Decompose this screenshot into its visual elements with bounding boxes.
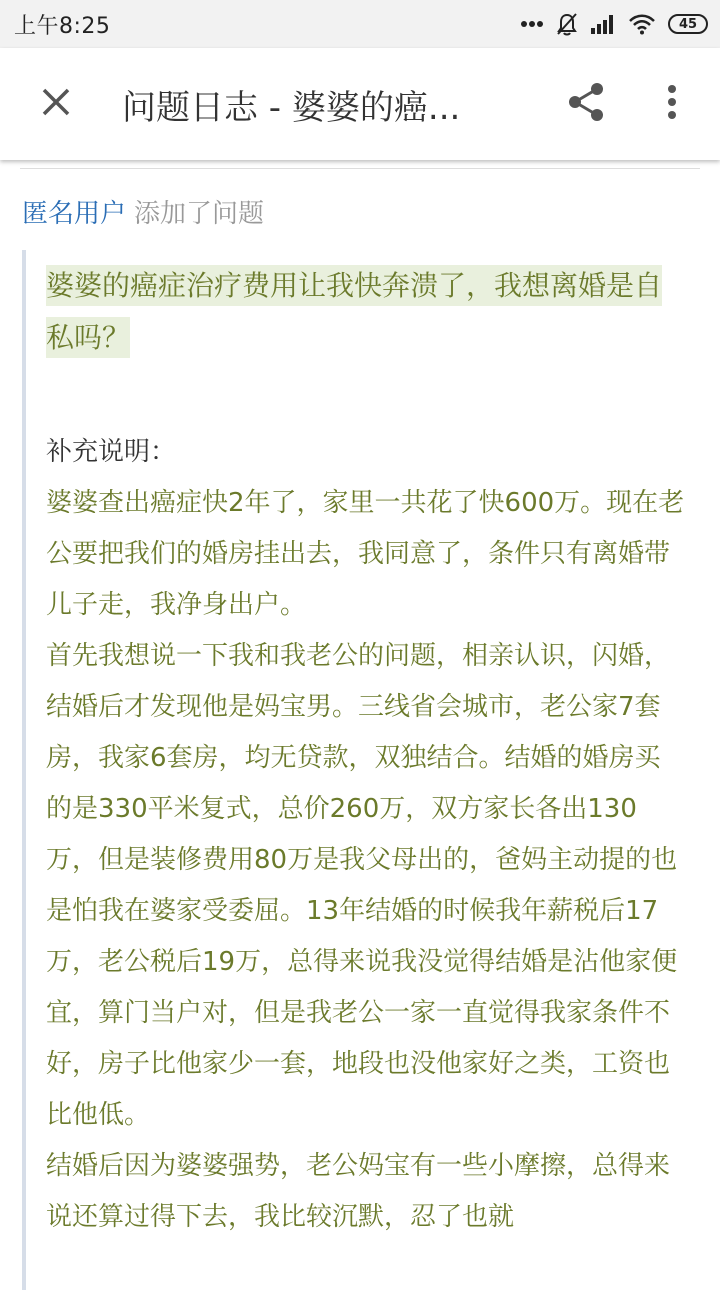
status-icons — [520, 12, 708, 36]
status-bar — [0, 0, 720, 48]
log-action: 添加了问题 — [134, 199, 265, 229]
log-entry-header — [22, 193, 264, 230]
divider — [20, 168, 700, 169]
wifi-icon — [628, 13, 656, 35]
question-title — [46, 260, 686, 364]
page-title: 问题日志 - 婆婆的癌... — [122, 87, 461, 128]
more-vert-icon — [667, 84, 677, 124]
signal-icon — [590, 14, 616, 34]
close-button[interactable] — [28, 76, 84, 132]
share-button[interactable] — [558, 76, 614, 132]
supplement-label: 补充说明： — [46, 437, 177, 467]
share-icon — [568, 82, 604, 126]
supplement-text: 婆婆查出癌症快2年了，家里一共花了快600万。现在老公要把我们的婚房挂出去，我同意了，条件只有离婚带儿子走，我净身出户。 首先我想说一下我和我老公的问题，相亲认识，闪婚，结婚后才发现他是妈宝男。三线省会城市，老公家7套房，我家6套房，均无贷款，双独结合。结婚的婚房买的是330平米复式，总价260万，双方家长各出130万，但是装修费用80万是我父母出的，爸妈主动提的也是怕我在婆家受委屈。13年结婚的时候我年薪税后17万，老公税后19万，总得来说我没觉得结婚是沾他家便宜，算门当户对，但是我老公一家一直觉得我家条件不好，房子比他家少一套，地段也没他家好之类，工资也比他低。 结婚后因为婆婆强势，老公妈宝有一些小摩擦，总得来说还算过得下去，我比较沉默，忍了也就 — [46, 488, 685, 1232]
user-link[interactable]: 匿名用户 — [22, 199, 127, 229]
more-options-button[interactable] — [644, 76, 700, 132]
mute-bell-icon — [556, 12, 578, 36]
question-title-text: 婆婆的癌症治疗费用让我快奔溃了，我想离婚是自私吗？ — [46, 265, 662, 358]
status-time: 上午8:25 — [14, 13, 111, 39]
battery-icon — [668, 14, 708, 34]
quote-bar — [22, 250, 26, 1290]
more-dots-icon — [520, 20, 544, 28]
close-icon — [41, 87, 71, 121]
app-bar — [0, 48, 720, 160]
battery-level: 45 — [678, 16, 698, 32]
log-content — [46, 260, 686, 1243]
